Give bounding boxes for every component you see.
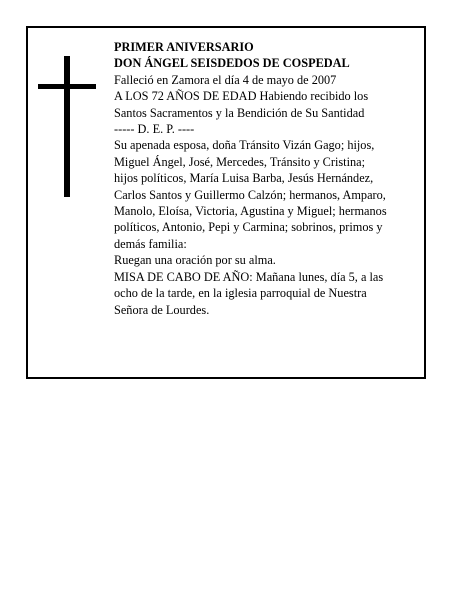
deceased-name: DON ÁNGEL SEISDEDOS DE COSPEDAL bbox=[114, 56, 350, 71]
notice-line: Señora de Lourdes. bbox=[114, 302, 210, 317]
notice-line: ocho de la tarde, en la iglesia parroquial de Nuestra bbox=[114, 286, 367, 301]
notice-line: ----- D. E. P. ---- bbox=[114, 122, 195, 137]
cross-icon bbox=[64, 56, 70, 197]
notice-line: Su apenada esposa, doña Tránsito Vizán Gago; hijos, bbox=[114, 138, 375, 153]
notice-line: Manolo, Eloísa, Victoria, Agustina y Miguel; hermanos bbox=[114, 204, 387, 219]
notice-line: Falleció en Zamora el día 4 de mayo de 2007 bbox=[114, 72, 337, 87]
notice-line: Ruegan una oración por su alma. bbox=[114, 253, 276, 268]
notice-line: hijos políticos, María Luisa Barba, Jesús Hernández, bbox=[114, 171, 374, 186]
notice-line: A LOS 72 AÑOS DE EDAD Habiendo recibido los bbox=[114, 89, 369, 104]
notice-title: PRIMER ANIVERSARIO bbox=[114, 40, 254, 54]
notice-text-block bbox=[114, 39, 419, 318]
cross-icon-crossbar bbox=[38, 84, 96, 89]
notice-line: Carlos Santos y Guillermo Calzón; hermanos, Amparo, bbox=[114, 187, 386, 202]
notice-line: Miguel Ángel, José, Mercedes, Tránsito y Cristina; bbox=[114, 154, 366, 169]
notice-line: MISA DE CABO DE AÑO: Mañana lunes, día 5, a las bbox=[114, 269, 384, 284]
notice-line: Santos Sacramentos y la Bendición de Su Santidad bbox=[114, 105, 365, 120]
notice-line: políticos, Antonio, Pepi y Carmina; sobrinos, primos y bbox=[114, 220, 383, 235]
notice-line: demás familia: bbox=[114, 236, 187, 251]
